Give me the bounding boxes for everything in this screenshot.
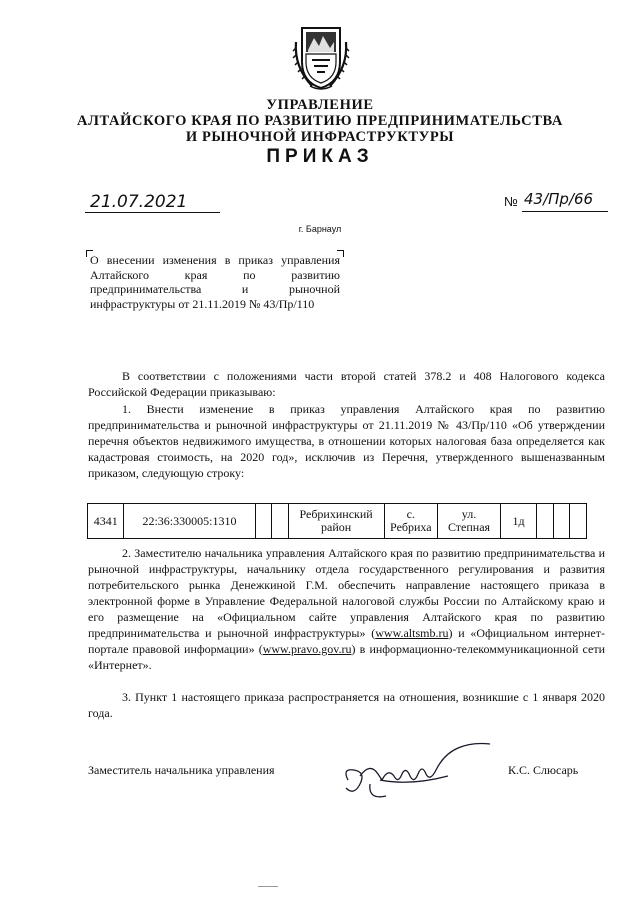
item-2-text-end: ) в информационно-телекоммуникационной сети «Интернет». (88, 642, 606, 672)
order-date: 21.07.2021 (90, 192, 188, 212)
cell-empty (255, 504, 272, 539)
coat-of-arms-emblem (292, 22, 350, 92)
cell-settlement: с. Ребриха (384, 504, 438, 539)
document-title: ПРИКАЗ (266, 146, 374, 167)
order-number: 43/Пр/66 (524, 190, 594, 208)
cell-cadastral-number: 22:36:330005:1310 (124, 504, 255, 539)
cell-district: Ребрихинский район (288, 504, 384, 539)
org-name-line-3: И РЫНОЧНОЙ ИНФРАСТРУКТУРЫ (185, 129, 455, 145)
signer-position: Заместитель начальника управления (88, 763, 275, 777)
footer-divider (258, 886, 278, 887)
cell-empty (553, 504, 570, 539)
signer-name: К.С. Слюсарь (508, 763, 579, 777)
cell-empty (272, 504, 289, 539)
item-1-paragraph: 1. Внести изменение в приказ управления Алтайского края по развитию предпринимательства и рыночной инфраструктуры от 21.11.2019 № 43/Пр/110 «Об утверждении перечня объектов недвижимого имущества, в отношении которых налоговая база определяется как кадастровая стоимость, на 2020 год», исключив из Перечня, утвержденного вышеназванным приказом, следующую строку: (88, 402, 605, 480)
org-name-line-2: АЛТАЙСКОГО КРАЯ ПО РАЗВИТИЮ ПРЕДПРИНИМАТЕЛЬСТВА (77, 113, 563, 129)
item-2-text-mid: ) и «Официальном интернет-портале правовой информации» ( (88, 626, 605, 656)
table-row (88, 504, 587, 539)
order-subject: О внесении изменения в приказ управления Алтайского края по развитию предпринимательства и рыночной инфраструктуры от 21.11.2019 № 43/Пр/110 (90, 253, 340, 311)
item-2-text-start: 2. Заместителю начальника управления Алтайского края по развитию предпринимательства и рыночной инфраструктуры, начальнику отдела государственного регулирования и развития потребительского рынка Денежкиной Г.М. обеспечить направление настоящего приказа в электронной форме в Управление Федеральной налоговой службы России по Алтайскому краю и его размещение на «Официальном сайте управления Алтайского края по развитию предпринимательства и рыночной инфраструктуры» ( (88, 546, 605, 640)
cell-row-number: 4341 (88, 504, 124, 539)
pravo-link[interactable]: www.pravo.gov.ru (262, 642, 352, 656)
altsmb-link[interactable]: www.altsmb.ru (375, 626, 449, 640)
cell-empty (570, 504, 587, 539)
date-underline (85, 212, 220, 213)
item-3-paragraph: 3. Пункт 1 настоящего приказа распространяется на отношения, возникшие с 1 января 2020 года. (88, 690, 605, 720)
preamble-paragraph: В соответствии с положениями части второй статей 378.2 и 408 Налогового кодекса Российской Федерации приказываю: (88, 369, 605, 399)
city-label: г. Барнаул (298, 224, 342, 234)
number-underline (522, 211, 608, 212)
cell-street: ул. Степная (438, 504, 501, 539)
item-2-paragraph (88, 545, 605, 673)
cell-house: 1д (500, 504, 536, 539)
org-name-line-1: УПРАВЛЕНИЕ (266, 97, 374, 113)
order-number-prefix: № (504, 194, 518, 209)
handwritten-signature (340, 740, 500, 806)
cell-empty (537, 504, 554, 539)
excluded-property-table (87, 503, 587, 539)
